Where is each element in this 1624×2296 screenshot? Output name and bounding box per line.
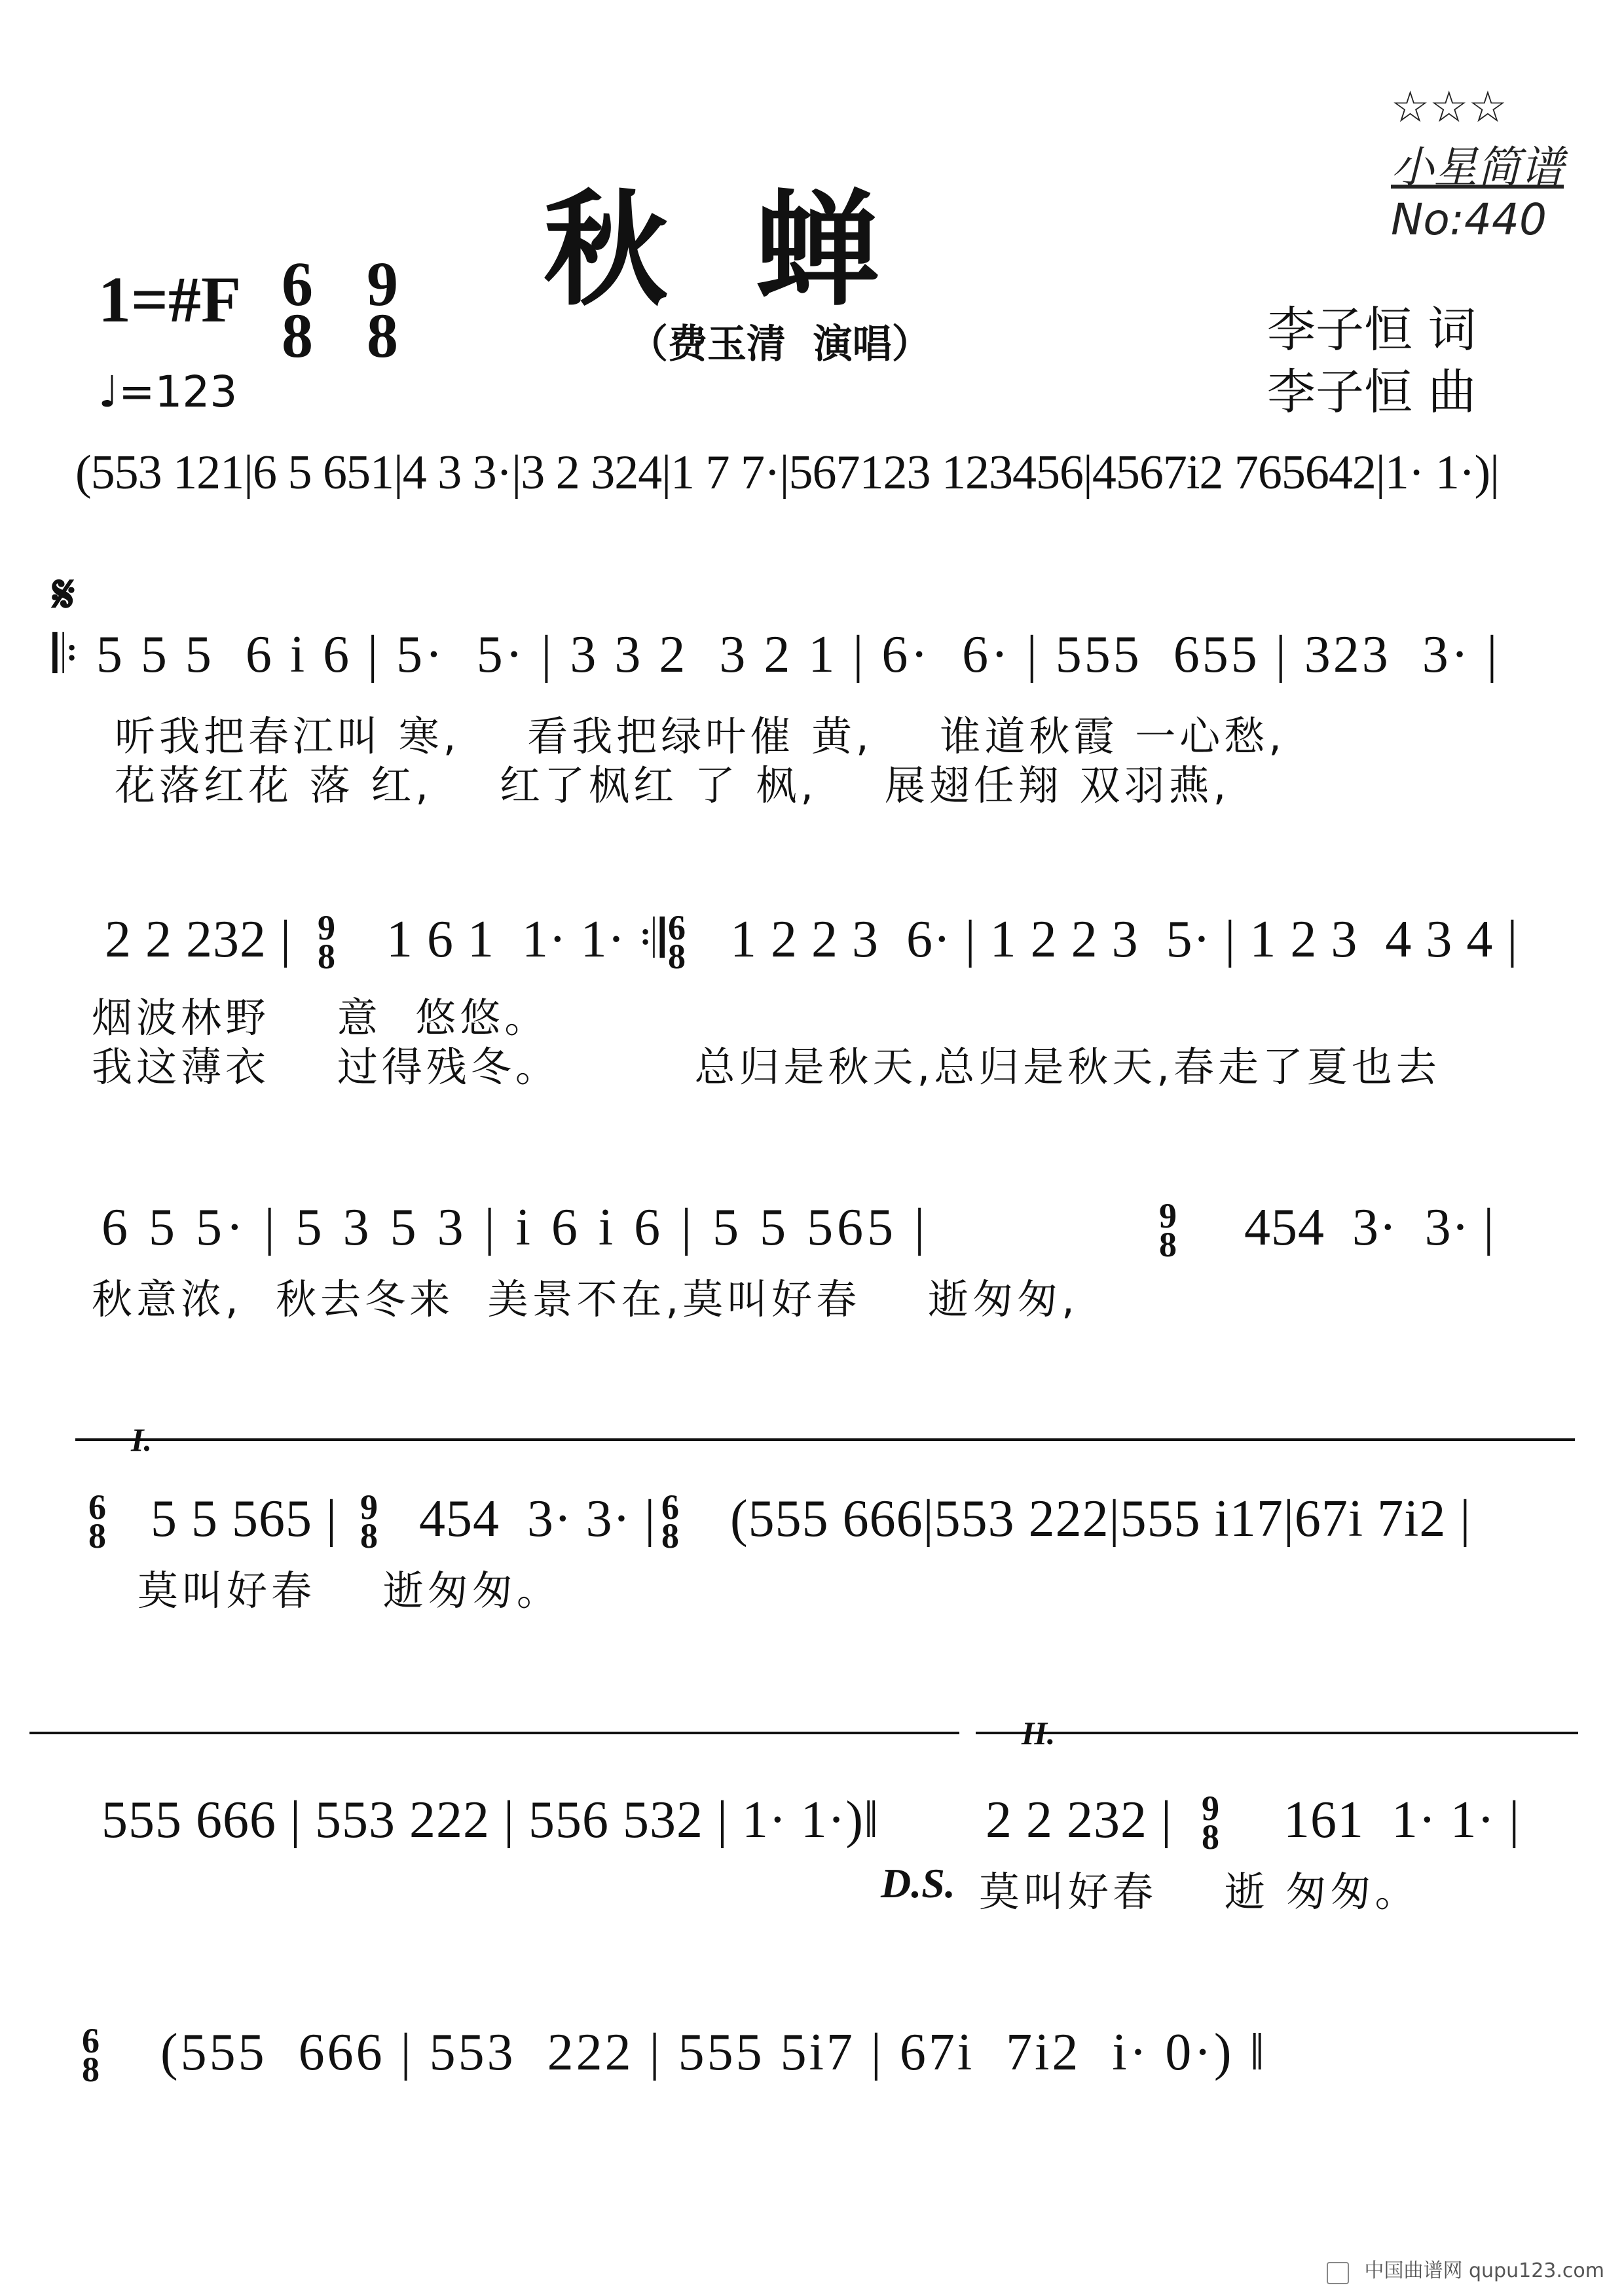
watermark-text: 中国曲谱网 qupu123.com	[1364, 2259, 1604, 2282]
ending-2-notes-a: 2 2 232 |	[986, 1791, 1173, 1849]
time-signature-denominator: 8	[668, 937, 686, 977]
chorus-notes-b: 454 3· 3· |	[1244, 1199, 1495, 1256]
verse-notes-line-1: 𝄆 5 5 5 6 i 6 | 5· 5· | 3 3 2 3 2 1 | 6· 6· | 555 655 | 323 3· |	[52, 626, 1500, 683]
time-signature-9-8	[367, 249, 398, 371]
time-signature-denominator: 8	[360, 1516, 378, 1556]
verse-lyric-2-line-1: 花落红花 落 红, 红了枫红 了 枫, 展翅任翔 双羽燕,	[115, 761, 1230, 809]
time-signature-change	[668, 908, 686, 977]
outro-notes: (555 666 | 553 222 | 555 5i7 | 67i 7i2 i· 0·) ‖	[160, 2024, 1267, 2081]
verse-lyric-1-line-1: 听我把春江叫 寒, 看我把绿叶催 黄, 谁道秋霞 一心愁,	[115, 712, 1285, 760]
site-name-link[interactable]: 小星简谱	[1391, 142, 1564, 192]
star-rating: ☆☆☆	[1391, 82, 1507, 132]
time-signature-numerator: 9	[1159, 1196, 1177, 1235]
score-number: No:440	[1391, 194, 1547, 245]
ending-1-notes-b: 454 3· 3· |	[419, 1490, 656, 1548]
ending-1-notes-c: (555 666|553 222|555 i17|67i 7i2 |	[730, 1490, 1471, 1548]
singer-credit: （费玉清 演唱）	[629, 321, 931, 367]
segno-sign: 𝄋	[52, 563, 75, 625]
chorus-lyric: 秋意浓, 秋去冬来 美景不在,莫叫好春 逝匆匆,	[92, 1275, 1079, 1323]
tempo-marking: ♩=123	[98, 367, 238, 417]
time-signature-numerator: 6	[82, 2021, 100, 2060]
time-signature-denominator: 8	[367, 300, 398, 371]
time-signature-change	[1159, 1196, 1177, 1265]
second-ending-label: II.	[1022, 1715, 1056, 1751]
time-signature-6-8	[282, 249, 313, 371]
time-signature-change	[318, 908, 335, 977]
ending-2-notes-b: 161 1· 1· |	[1283, 1791, 1521, 1849]
lyricist-credit: 李子恒 词	[1267, 302, 1477, 358]
composer-credit: 李子恒 曲	[1267, 364, 1477, 420]
verse-notes-line-2a: 2 2 232 |	[105, 911, 292, 968]
intro-notes: (553 121|6 5 651|4 3 3·|3 2 324|1 7 7·|567123 123456|4567i2 765642|1· 1·)|	[75, 446, 1499, 500]
time-signature-numerator: 9	[360, 1487, 378, 1527]
key-signature: 1=#F	[98, 263, 242, 336]
site-brand	[1363, 31, 1564, 245]
time-signature-numerator: 6	[661, 1487, 679, 1527]
time-signature-numerator: 6	[88, 1487, 106, 1527]
time-signature-denominator: 8	[82, 2050, 100, 2090]
ending-1-continuation-line	[29, 1732, 959, 1734]
chorus-notes-a: 6 5 5· | 5 3 5 3 | i 6 i 6 | 5 5 565 |	[101, 1199, 929, 1256]
time-signature-numerator: 6	[282, 249, 313, 319]
watermark-logo-icon	[1327, 2262, 1349, 2284]
ending-1-lyric: 莫叫好春 逝匆匆。	[138, 1567, 561, 1614]
time-signature-denominator: 8	[318, 937, 335, 977]
dal-segno-marking: D.S.	[881, 1860, 955, 1906]
verse-lyric-1-line-2: 烟波林野 意 悠悠。	[92, 994, 549, 1042]
second-ending-bracket	[976, 1732, 1578, 1734]
ending-2-lyric: 莫叫好春 逝 匆匆。	[979, 1868, 1420, 1916]
ending-1-notes-d: 555 666 | 553 222 | 556 532 | 1· 1·)‖	[101, 1791, 879, 1849]
time-signature-denominator: 8	[282, 300, 313, 371]
verse-notes-line-2b: 1 6 1 1· 1· 𝄇	[386, 911, 666, 968]
ending-1-notes-a: 5 5 565 |	[151, 1490, 338, 1548]
verse-lyric-2-line-2: 我这薄衣 过得残冬。 总归是秋天,总归是秋天,春走了夏也去	[92, 1043, 1441, 1091]
time-signature-denominator: 8	[1159, 1225, 1177, 1265]
time-signature-change	[1202, 1789, 1219, 1857]
verse-notes-line-2c: 1 2 2 3 6· | 1 2 2 3 5· | 1 2 3 4 3 4 |	[730, 911, 1519, 968]
first-ending-bracket	[75, 1438, 1575, 1441]
time-signature-change	[661, 1487, 679, 1556]
time-signature-numerator: 9	[318, 908, 335, 947]
song-title: 秋 蝉	[544, 177, 879, 323]
time-signature-denominator: 8	[88, 1516, 106, 1556]
first-ending-label: I.	[131, 1421, 152, 1458]
time-signature-numerator: 6	[668, 908, 686, 947]
time-signature-denominator: 8	[1202, 1817, 1219, 1857]
time-signature-numerator: 9	[1202, 1789, 1219, 1828]
time-signature-change	[360, 1487, 378, 1556]
time-signature-change	[88, 1487, 106, 1556]
time-signature-change	[82, 2021, 100, 2090]
time-signature-numerator: 9	[367, 249, 398, 319]
time-signature-denominator: 8	[661, 1516, 679, 1556]
